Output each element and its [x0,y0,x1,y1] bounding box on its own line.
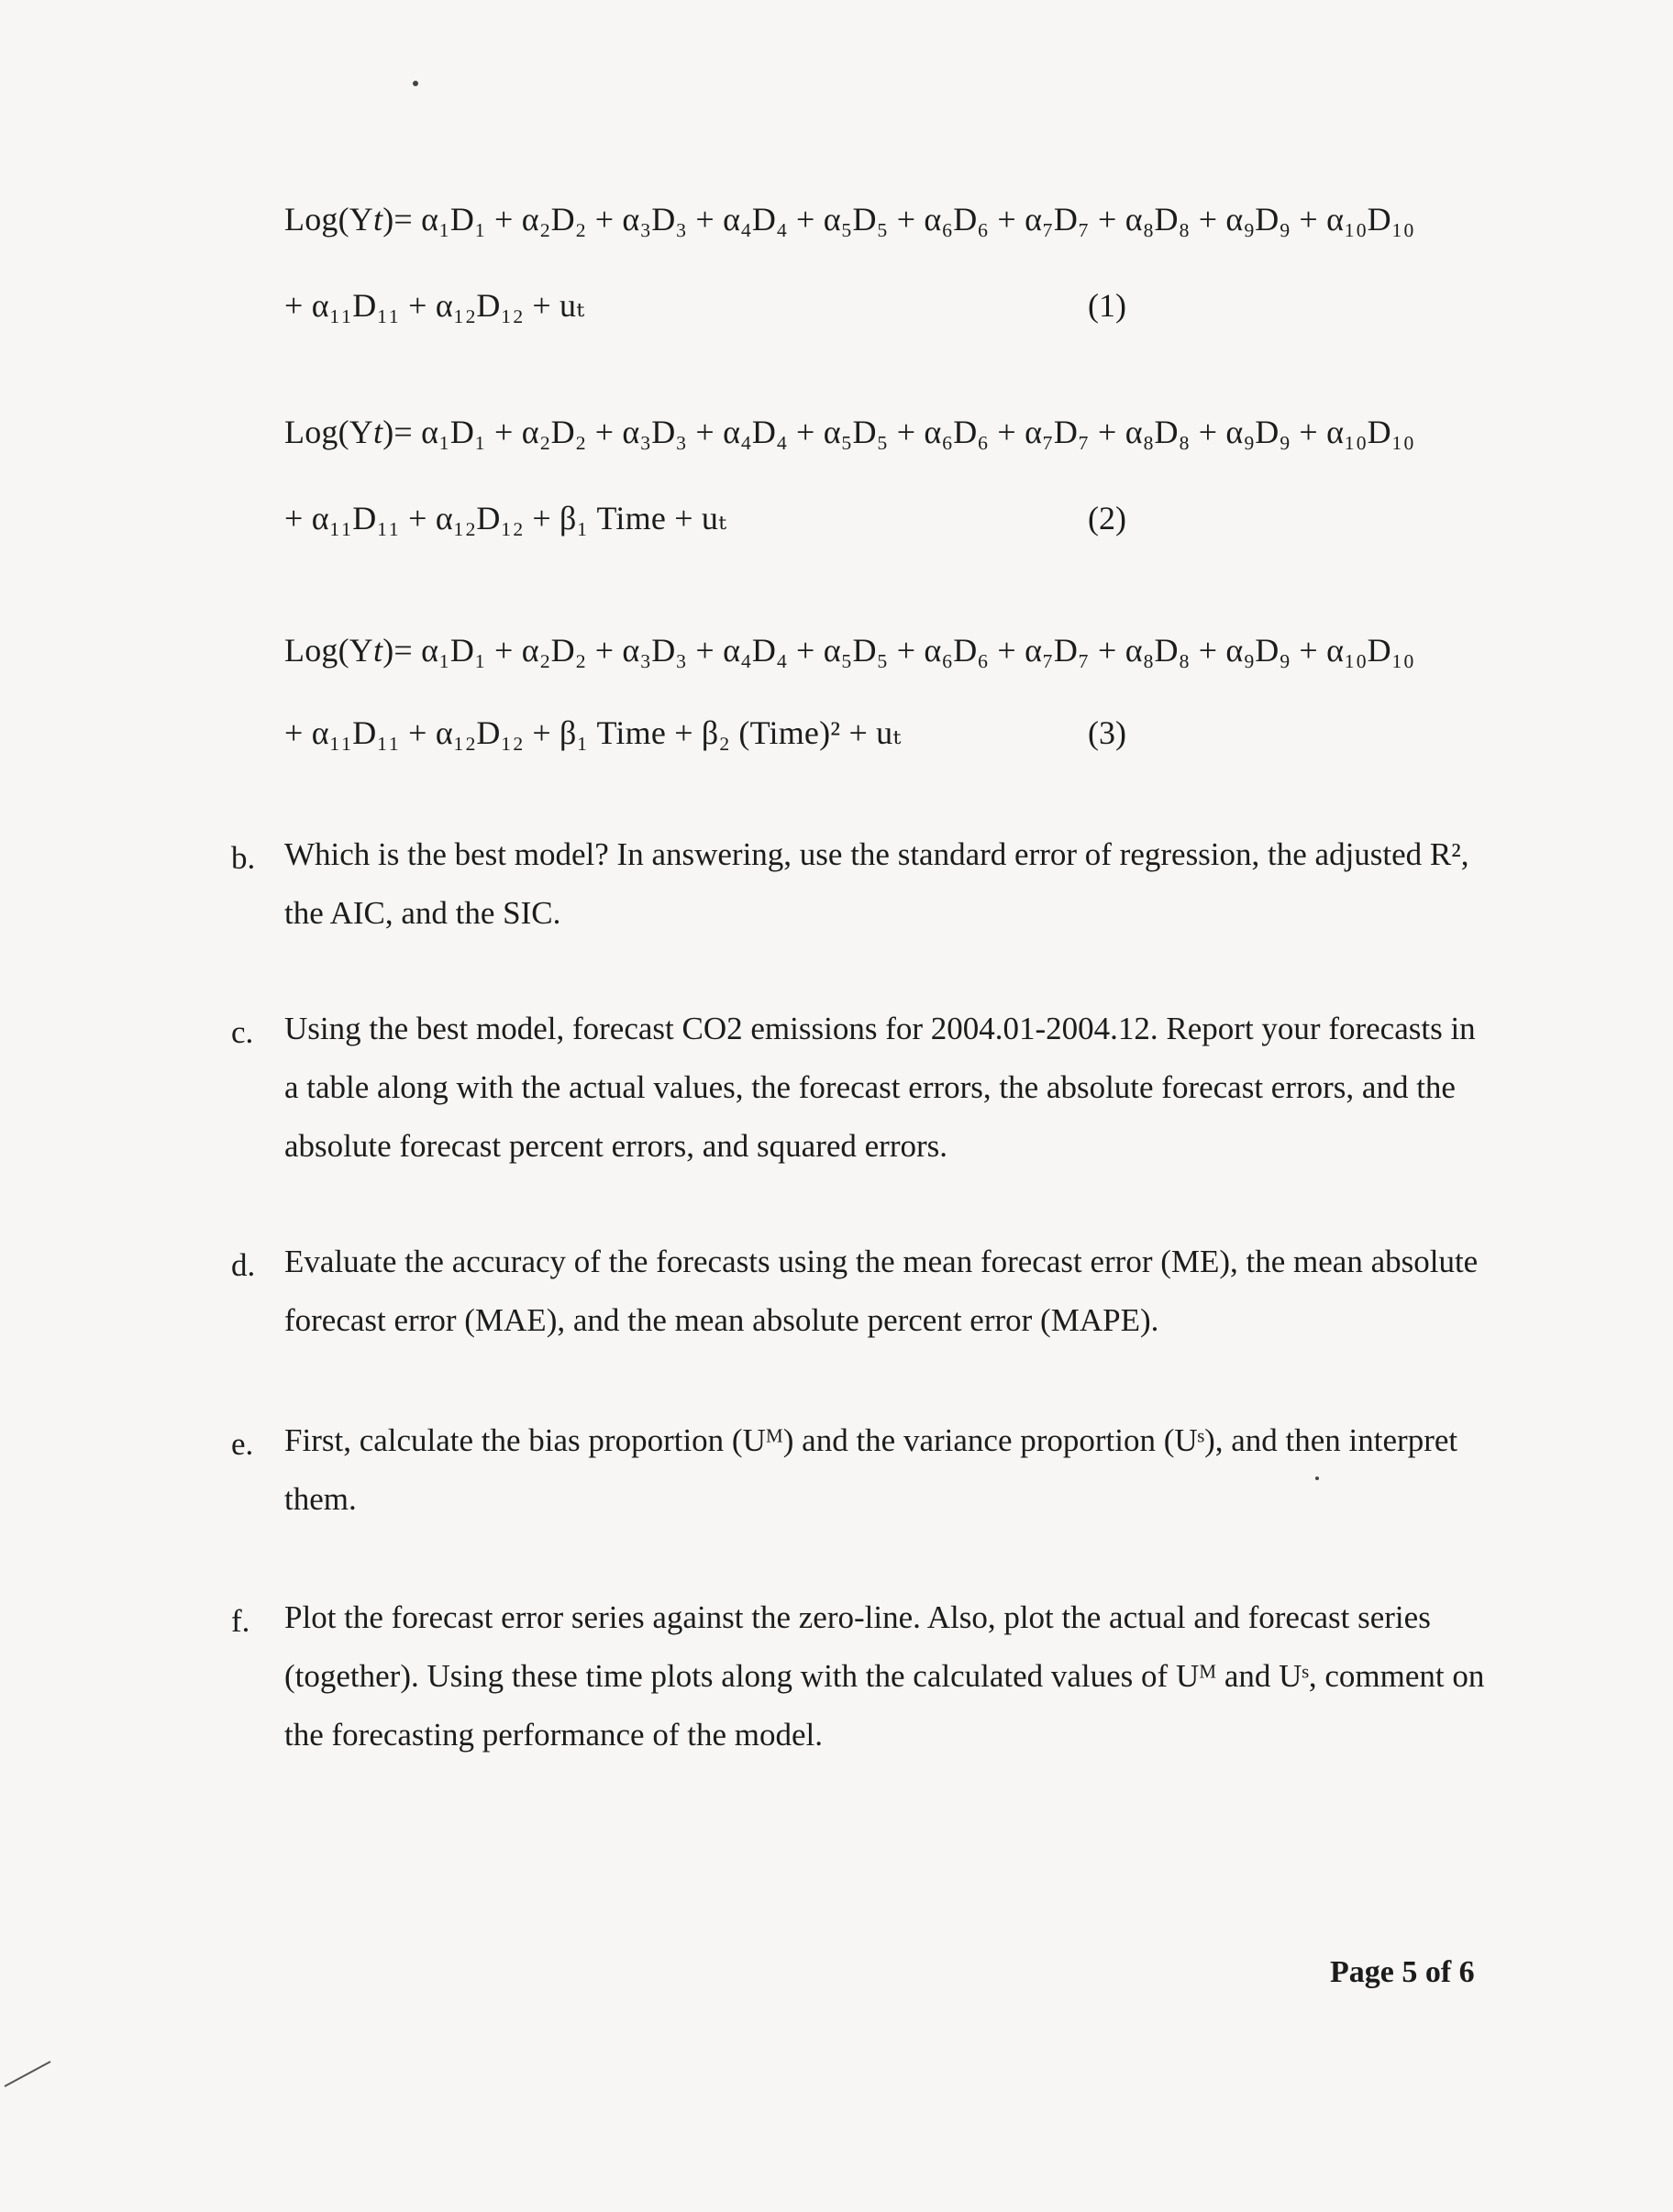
question-e-text: First, calculate the bias proportion (Uᴹ) and the variance proportion (Uˢ), and then interpret them. [284,1422,1458,1517]
equation-2-line-1: Log(Yt)= α₁D₁ + α₂D₂ + α₃D₃ + α₄D₄ + α₅D₅ + α₆D₆ + α₇D₇ + α₈D₈ + α₉D₉ + α₁₀D₁₀ [284,414,1415,450]
equation-2-line-1-rhs: = α₁D₁ + α₂D₂ + α₃D₃ + α₄D₄ + α₅D₅ + α₆D₆ + α₇D₇ + α₈D₈ + α₉D₉ + α₁₀D₁₀ [393,414,1415,450]
scan-speck [1315,1477,1319,1480]
question-e-label: e. [231,1426,254,1462]
question-f-label: f. [231,1603,250,1639]
equation-3-line-2: + α₁₁D₁₁ + α₁₂D₁₂ + β₁ Time + β₂ (Time)² + uₜ [284,714,902,751]
equation-3-line-1-text: Log(Y [284,632,373,669]
scan-mark-line [5,2062,50,2086]
scan-speck [413,81,418,86]
question-c-text: Using the best model, forecast CO2 emissions for 2004.01-2004.12. Report your forecasts in a table along with the actual values, the forecast errors, the absolute forecast errors, and the absolute forecast percent errors, and squared errors. [284,1011,1476,1164]
equation-1-line-2: + α₁₁D₁₁ + α₁₂D₁₂ + uₜ [284,287,585,324]
question-b-text: Which is the best model? In answering, use the standard error of regression, the adjusted R², the AIC, and the SIC. [284,836,1469,931]
equation-3-line-1-rhs: = α₁D₁ + α₂D₂ + α₃D₃ + α₄D₄ + α₅D₅ + α₆D₆ + α₇D₇ + α₈D₈ + α₉D₉ + α₁₀D₁₀ [393,632,1415,669]
equation-1-number: (1) [1088,287,1126,324]
equation-2-number: (2) [1088,500,1126,536]
equation-3-line-1: Log(Yt)= α₁D₁ + α₂D₂ + α₃D₃ + α₄D₄ + α₅D₅ + α₆D₆ + α₇D₇ + α₈D₈ + α₉D₉ + α₁₀D₁₀ [284,632,1415,669]
equation-1-line-1-rhs: = α₁D₁ + α₂D₂ + α₃D₃ + α₄D₄ + α₅D₅ + α₆D₆ + α₇D₇ + α₈D₈ + α₉D₉ + α₁₀D₁₀ [393,201,1415,238]
equation-2-line-2: + α₁₁D₁₁ + α₁₂D₁₂ + β₁ Time + uₜ [284,500,727,536]
question-b-label: b. [231,840,256,876]
question-d-text: Evaluate the accuracy of the forecasts using the mean forecast error (ME), the mean absolute forecast error (MAE), and the mean absolute percent error (MAPE). [284,1244,1479,1338]
scan-mark [0,2054,55,2091]
equation-1-line-1: Log(Yt)= α₁D₁ + α₂D₂ + α₃D₃ + α₄D₄ + α₅D₅ + α₆D₆ + α₇D₇ + α₈D₈ + α₉D₉ + α₁₀D₁₀ [284,201,1415,238]
equation-3-number: (3) [1088,714,1126,751]
question-f-text: Plot the forecast error series against the zero-line. Also, plot the actual and forecast series (together). Using these time plots along with the calculated values of Uᴹ and Uˢ, comment on the forecasting performance of the model. [284,1599,1485,1753]
equation-1-line-1-text: Log(Y [284,201,373,238]
page-number: Page 5 of 6 [1330,1955,1475,1989]
equation-2-line-1-text: Log(Y [284,414,373,450]
question-c-label: c. [231,1014,254,1050]
question-d-label: d. [231,1247,256,1283]
